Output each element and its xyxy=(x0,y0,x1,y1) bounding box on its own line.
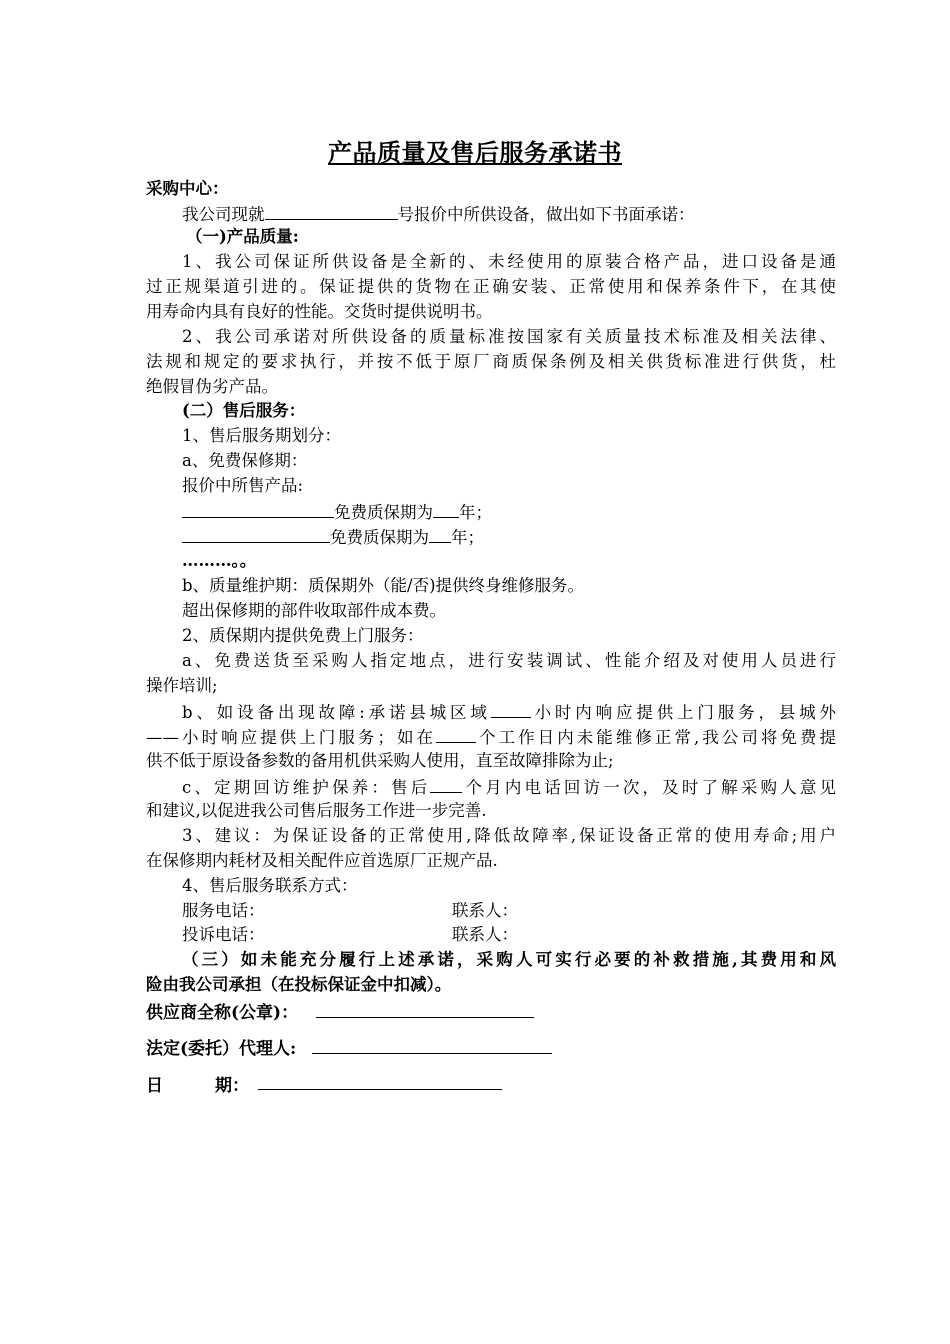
s2-item3-line2: 在保修期内耗材及相关配件应首选原厂正规产品. xyxy=(146,851,498,870)
s2-2c-l1-before: c、定期回访维护保养：售后 xyxy=(182,778,431,797)
s2-item3-line1: 3、建议：为保证设备的正常使用,降低故障率,保证设备正常的使用寿命;用户 xyxy=(182,826,836,845)
warranty-text: 免费质保期为 xyxy=(330,528,429,547)
s2-2b-l2-after: 个工作日内未能维修正常,我公司将免费提 xyxy=(476,728,836,747)
s1-item2-line3: 绝假冒伪劣产品。 xyxy=(146,377,278,396)
s2-item4: 4、售后服务联系方式： xyxy=(182,876,358,895)
section3-line2: 险由我公司承担（在投标保证金中扣减）。 xyxy=(146,975,452,994)
s2-item1: 1、售后服务期划分： xyxy=(182,426,341,445)
contact-row-1 xyxy=(182,899,836,923)
date-line xyxy=(258,1088,502,1090)
date-label-2: 期： xyxy=(215,1076,249,1096)
s2-2b-line3: 供不低于原设备参数的备用机供采购人使用，直至故障排除为止; xyxy=(146,751,614,770)
s2-2b-l1-before: b、如设备出现故障:承诺县城区域 xyxy=(182,703,491,722)
months-blank xyxy=(430,774,462,793)
supplier-name-line xyxy=(316,1016,534,1018)
s2-b: b、质量维护期：质保期外（能/否)提供终身维修服务。 xyxy=(182,576,585,595)
service-phone-label: 服务电话： xyxy=(182,901,265,920)
section3-line1: （三）如未能充分履行上述承诺，采购人可实行必要的补救措施,其费用和风 xyxy=(182,950,836,969)
product-name-blank xyxy=(182,499,334,518)
contact-person-label: 联系人： xyxy=(452,901,518,920)
warranty-text: 免费质保期为 xyxy=(334,503,433,522)
s2-b2: 超出保修期的部件收取部件成本费。 xyxy=(182,601,446,620)
s2-2b-l1-after: 小时内响应提供上门服务，县城外 xyxy=(530,703,836,722)
s1-item1-line1: 1、我公司保证所供设备是全新的、未经使用的原装合格产品，进口设备是通 xyxy=(182,252,836,271)
quote-number-blank xyxy=(265,201,398,220)
s2-a: a、免费保修期： xyxy=(182,451,308,470)
supplier-name-label: 供应商全称(公章)： xyxy=(146,1003,299,1023)
s2-2b-l2-before: 小时响应提供上门服务；如在 xyxy=(179,728,437,747)
s2-2b-line1 xyxy=(182,699,836,725)
ellipsis: ………。。 xyxy=(182,551,257,570)
warranty-line-1 xyxy=(182,499,836,525)
agent-label: 法定(委托）代理人: xyxy=(146,1039,297,1059)
contact-row-2 xyxy=(182,923,836,947)
years-blank xyxy=(429,524,451,543)
s2-item2: 2、质保期内提供免费上门服务： xyxy=(182,626,424,645)
contact-person-label: 联系人： xyxy=(452,925,518,944)
s2-products: 报价中所售产品: xyxy=(182,476,304,495)
agent-line xyxy=(312,1052,552,1054)
s2-2a-line1: a、免费送货至采购人指定地点，进行安装调试、性能介绍及对使用人员进行 xyxy=(182,651,836,670)
s1-item2-line2: 法规和规定的要求执行，并按不低于原厂商质保条例及相关供货标准进行供货，杜 xyxy=(146,352,836,371)
warranty-line-2 xyxy=(182,524,836,550)
date-label-1: 日 xyxy=(146,1076,163,1096)
warranty-unit: 年； xyxy=(451,528,484,547)
warranty-unit: 年； xyxy=(459,503,492,522)
s2-2c-l1-after: 个月内电话回访一次，及时了解采购人意见 xyxy=(462,778,836,797)
s2-2c-line1 xyxy=(182,774,836,800)
s2-2a-line2: 操作培训; xyxy=(146,676,218,695)
complaint-phone-label: 投诉电话： xyxy=(182,925,265,944)
section2-heading: (二）售后服务： xyxy=(182,401,306,420)
s1-item2-line1: 2、我公司承诺对所供设备的质量标准按国家有关质量技术标准及相关法律、 xyxy=(182,327,836,346)
s2-2c-line2: 和建议,以促进我公司售后服务工作进一步完善. xyxy=(146,801,487,820)
section1-heading: （一)产品质量: xyxy=(186,227,299,246)
s1-item1-line2: 过正规渠道引进的。保证提供的货物在正确安装、正常使用和保养条件下，在其使 xyxy=(146,277,836,296)
document-title: 产品质量及售后服务承诺书 xyxy=(328,138,622,167)
intro-before: 我公司现就 xyxy=(182,205,265,224)
recipient: 采购中心： xyxy=(146,179,229,198)
intro-after: 号报价中所供设备，做出如下书面承诺： xyxy=(397,205,695,224)
days-blank xyxy=(436,724,476,743)
s1-item1-line3: 用寿命内具有良好的性能。交货时提供说明书。 xyxy=(146,302,493,321)
years-blank xyxy=(433,499,459,518)
s2-2b-dash: —— xyxy=(146,728,179,747)
product-name-blank xyxy=(182,524,330,543)
intro-line xyxy=(182,201,836,227)
hours-blank xyxy=(491,699,531,718)
s2-2b-line2 xyxy=(146,724,836,750)
